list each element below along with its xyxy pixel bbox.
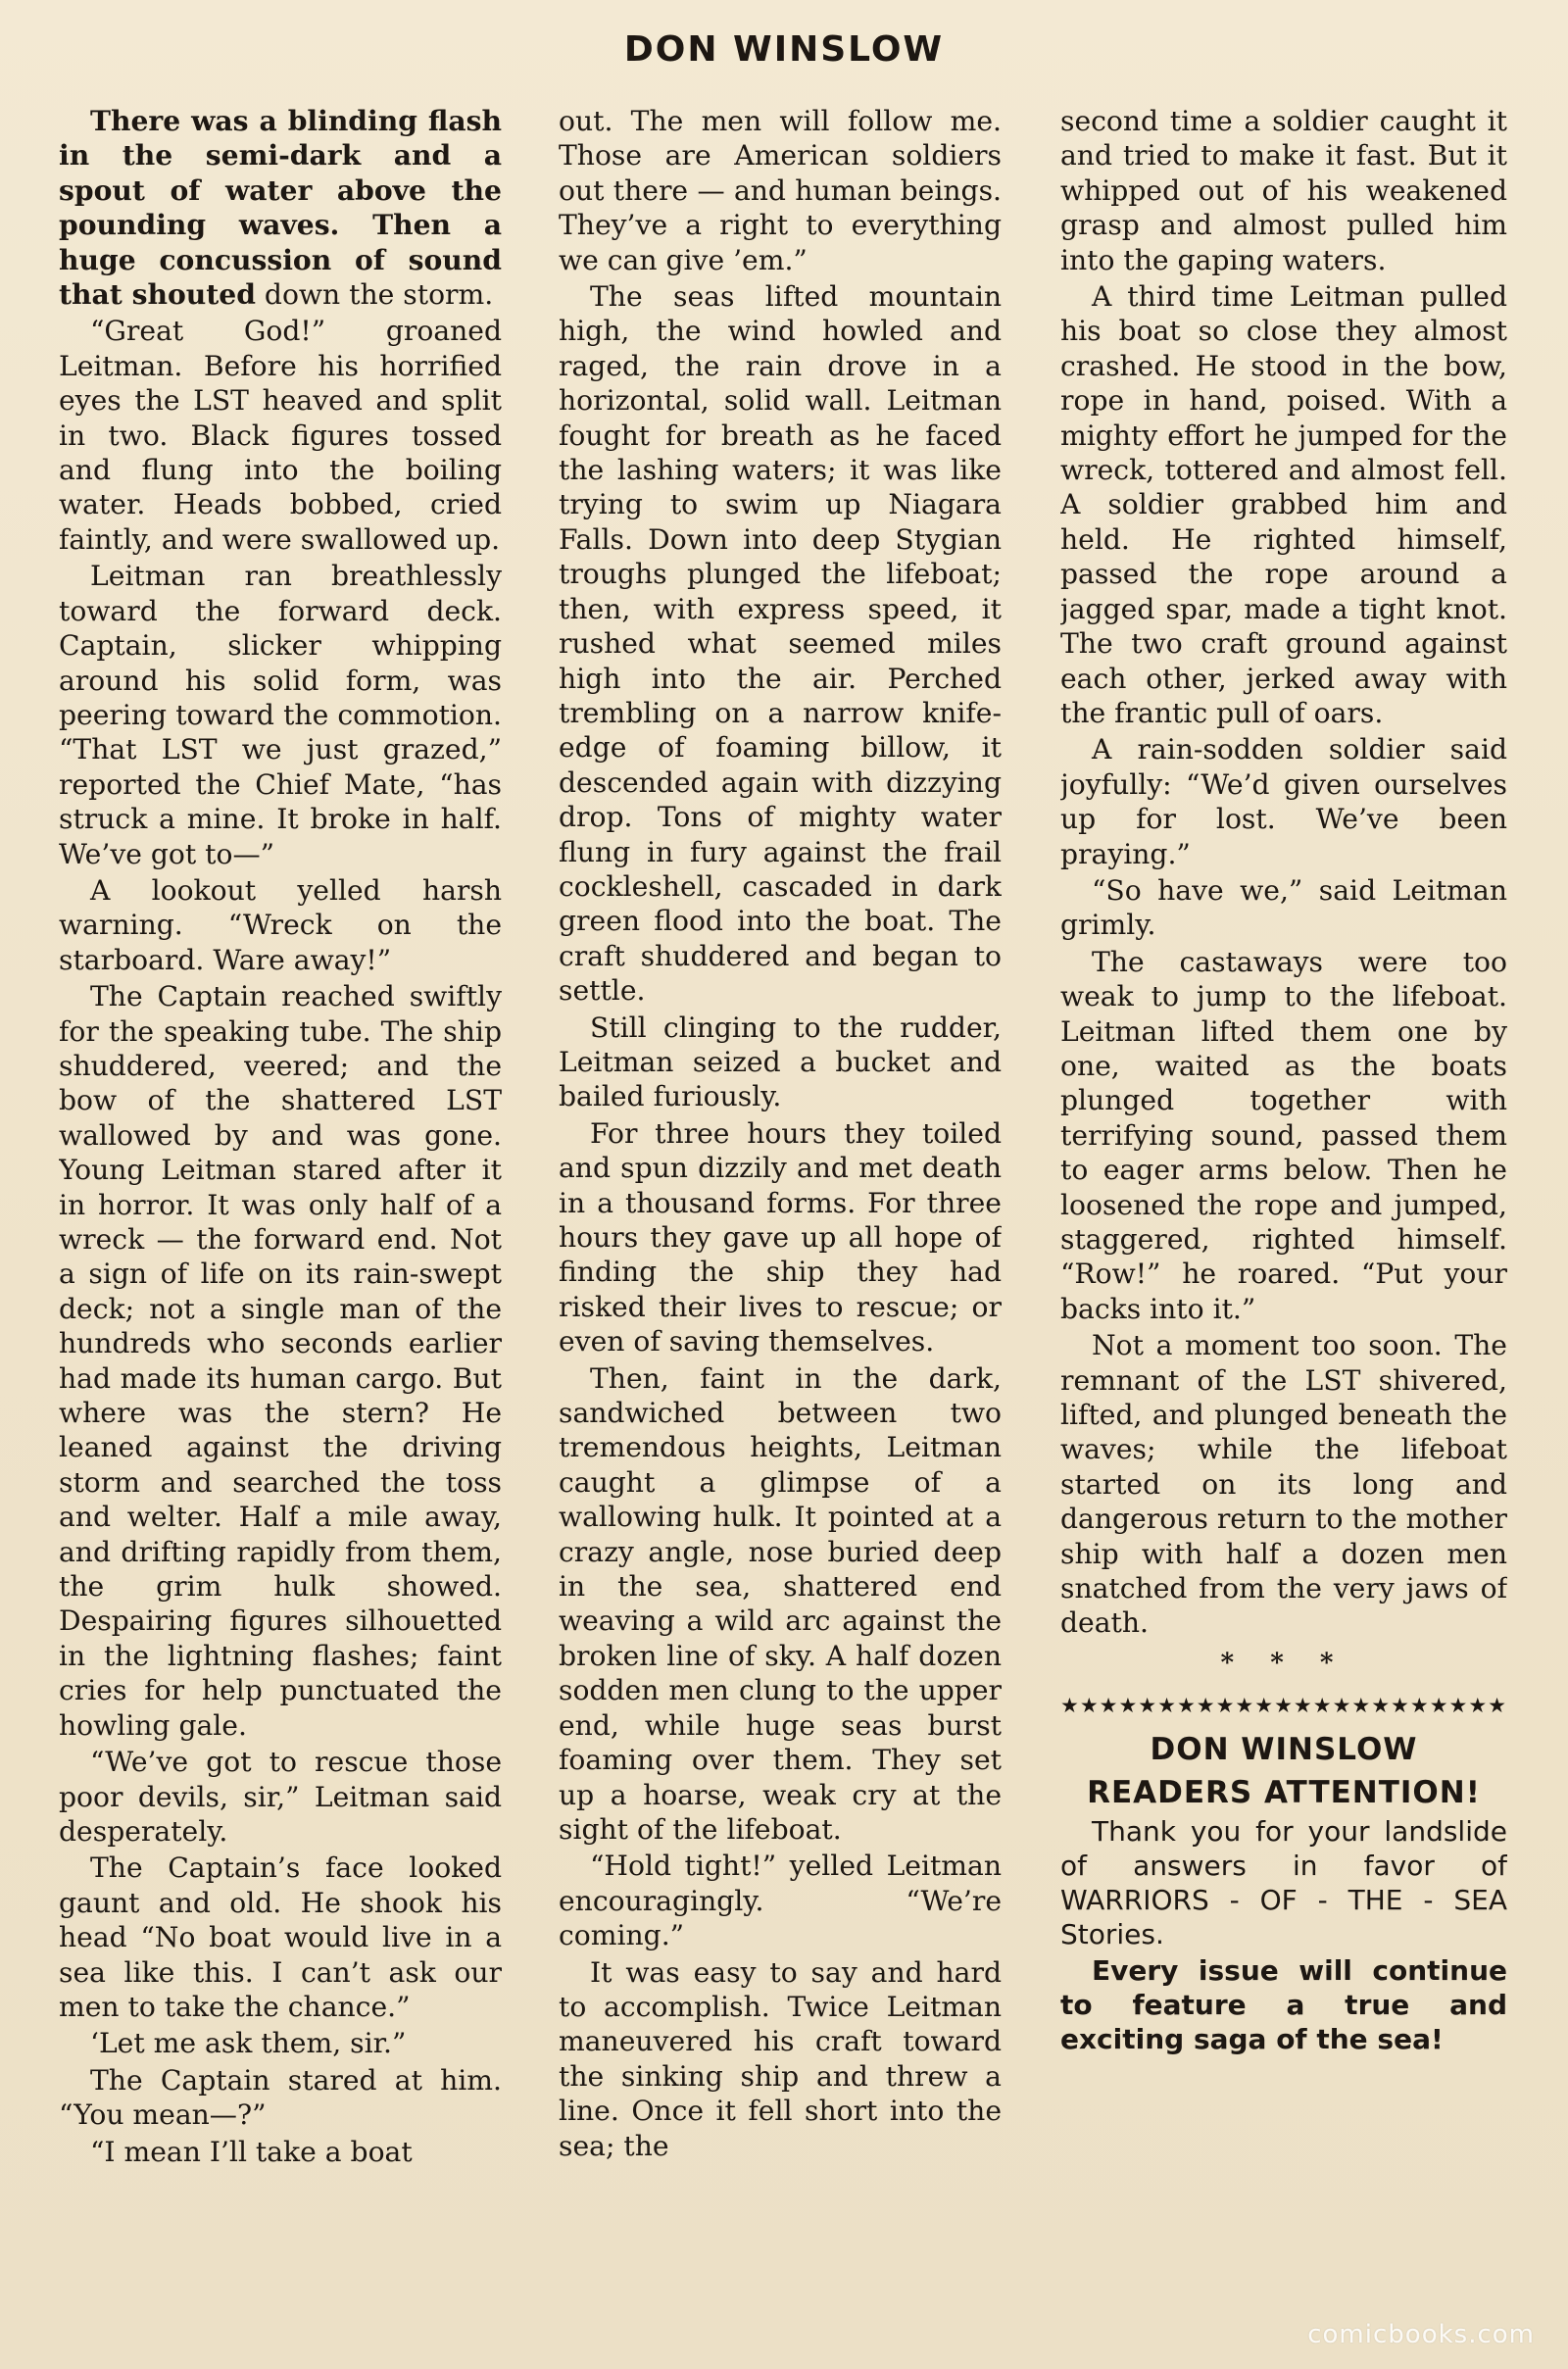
story-paragraph: “Hold tight!” yelled Leitman encouragingly. “We’re coming.” bbox=[559, 1850, 1002, 1952]
watermark: comicbooks.com bbox=[1307, 2320, 1535, 2349]
story-paragraph: “So have we,” said Leitman grimly. bbox=[1060, 873, 1507, 942]
notice-title-line-2: READERS ATTENTION! bbox=[1087, 1774, 1481, 1810]
story-paragraph: “I mean I’ll take a boat bbox=[90, 2135, 413, 2168]
story-paragraph bbox=[59, 104, 502, 312]
story-column-2 bbox=[559, 104, 1002, 2284]
story-paragraph: For three hours they toiled and spun dizzily and met death in a thousand forms. For three hours they gave up all hope of finding the ship they had risked their lives to rescue; or even of saving themselves. bbox=[559, 1116, 1002, 1358]
page-title: DON WINSLOW bbox=[623, 29, 945, 70]
story-paragraph: Then, faint in the dark, sandwiched between two tremendous heights, Leitman caught a glimpse of a wallowing hulk. It pointed at a crazy angle, nose buried deep in the sea, shattered end weaving a wild arc against the broken line of sky. A half dozen sodden men clung to the upper end, while huge seas burst foaming over them. They set up a hoarse, weak cry at the sight of the lifeboat. bbox=[559, 1361, 1002, 1846]
section-end-mark: * * * bbox=[1220, 1648, 1348, 1678]
story-paragraph: A rain-sodden soldier said joyfully: “We’d given ourselves up for lost. We’ve been praying.” bbox=[1060, 733, 1507, 870]
story-column-1 bbox=[59, 104, 502, 2284]
story-paragraph: ‘Let me ask them, sir.” bbox=[90, 2027, 407, 2060]
story-lead-rest: down the storm. bbox=[255, 278, 494, 312]
star-divider: ★★★★★★★★★★★★★★★★★★★★★★★ bbox=[1060, 1694, 1507, 1718]
story-paragraph: Not a moment too soon. The remnant of the LST shivered, lifted, and plunged beneath the waves; while the lifeboat started on its long and dangerous return to the mother ship with half a dozen men snatched from the very jaws of death. bbox=[1060, 1329, 1507, 1640]
notice-title-line-1: DON WINSLOW bbox=[1150, 1731, 1418, 1767]
story-paragraph: Leitman ran breathlessly toward the forward deck. Captain, slicker whipping around his solid form, was peering toward the commotion. “That LST we just grazed,” reported the Chief Mate, “has struck a mine. It broke in half. We’ve got to—” bbox=[59, 560, 502, 870]
story-paragraph: “We’ve got to rescue those poor devils, sir,” Leitman said desperately. bbox=[59, 1746, 502, 1848]
story-paragraph: “Great God!” groaned Leitman. Before his horrified eyes the LST heaved and split in two. Black figures tossed and flung into the boiling water. Heads bobbed, cried faintly, and were swallowed up. bbox=[59, 315, 502, 556]
story-paragraph: Still clinging to the rudder, Leitman seized a bucket and bailed furiously. bbox=[559, 1011, 1002, 1113]
story-paragraph: The castaways were too weak to jump to the lifeboat. Leitman lifted them one by one, waited as the boats plunged together with terrifying sound, passed them to eager arms below. Then he loosened the rope and jumped, staggered, righted himself. “Row!” he roared. “Put your backs into it.” bbox=[1060, 945, 1507, 1325]
notice-paragraph-bold: Every issue will continue to feature a true and exciting saga of the sea! bbox=[1060, 1953, 1507, 2055]
story-paragraph: A lookout yelled harsh warning. “Wreck on the starboard. Ware away!” bbox=[59, 873, 502, 976]
story-paragraph: A third time Leitman pulled his boat so close they almost crashed. He stood in the bow, rope in hand, poised. With a mighty effort he jumped for the wreck, tottered and almost fell. A soldier grabbed him and held. He righted himself, passed the rope around a jagged spar, made a tight knot. The two craft ground against each other, jerked away with the frantic pull of oars. bbox=[1060, 280, 1507, 729]
story-paragraph: The Captain’s face looked gaunt and old. He shook his head “No boat would live in a sea like this. I can’t ask our men to take the chance.” bbox=[59, 1851, 502, 2023]
story-paragraph: The Captain reached swiftly for the speaking tube. The ship shuddered, veered; and the bow of the shattered LST wallowed by and was gone. Young Leitman stared after it in horror. It was only half of a wreck — the forward end. Not a sign of life on its rain-swept deck; not a single man of the hundreds who seconds earlier had made its human cargo. But where was the stern? He leaned against the driving storm and searched the toss and welter. Half a mile away, and drifting rapidly from them, the grim hulk showed. Despairing figures silhouetted in the lightning flashes; faint cries for help punctuated the howling gale. bbox=[59, 980, 502, 1742]
story-lead-text: There was a blinding flash in the semi-dark and a spout of water above the pounding waves. Then a huge concussion of sound that shouted bbox=[59, 105, 502, 312]
notice-paragraph: Thank you for your landslide of answers in favor of WARRIORS - OF - THE - SEA Stories. bbox=[1060, 1814, 1507, 1950]
story-paragraph: It was easy to say and hard to accomplish. Twice Leitman maneuvered his craft toward the sinking ship and threw a line. Once it fell short into the sea; the bbox=[559, 1955, 1002, 2162]
story-paragraph: The seas lifted mountain high, the wind howled and raged, the rain drove in a horizontal, solid wall. Leitman fought for breath as he faced the lashing waters; it was like trying to swim up Niagara Falls. Down into deep Stygian troughs plunged the lifeboat; then, with express speed, it rushed what seemed miles high into the air. Perched trembling on a narrow knife-edge of foaming billow, it descended again with dizzying drop. Tons of mighty water flung in fury against the frail cockleshell, cascaded in dark green flood into the boat. The craft shuddered and began to settle. bbox=[559, 280, 1002, 1008]
story-column-3 bbox=[1060, 104, 1507, 2284]
story-paragraph: The Captain stared at him. “You mean—?” bbox=[59, 2063, 502, 2132]
story-paragraph: out. The men will follow me. Those are American soldiers out there — and human beings. They’ve a right to everything we can give ’em.” bbox=[559, 105, 1002, 276]
story-paragraph: second time a soldier caught it and tried to make it fast. But it whipped out of his weakened grasp and almost pulled him into the gaping waters. bbox=[1060, 105, 1507, 276]
